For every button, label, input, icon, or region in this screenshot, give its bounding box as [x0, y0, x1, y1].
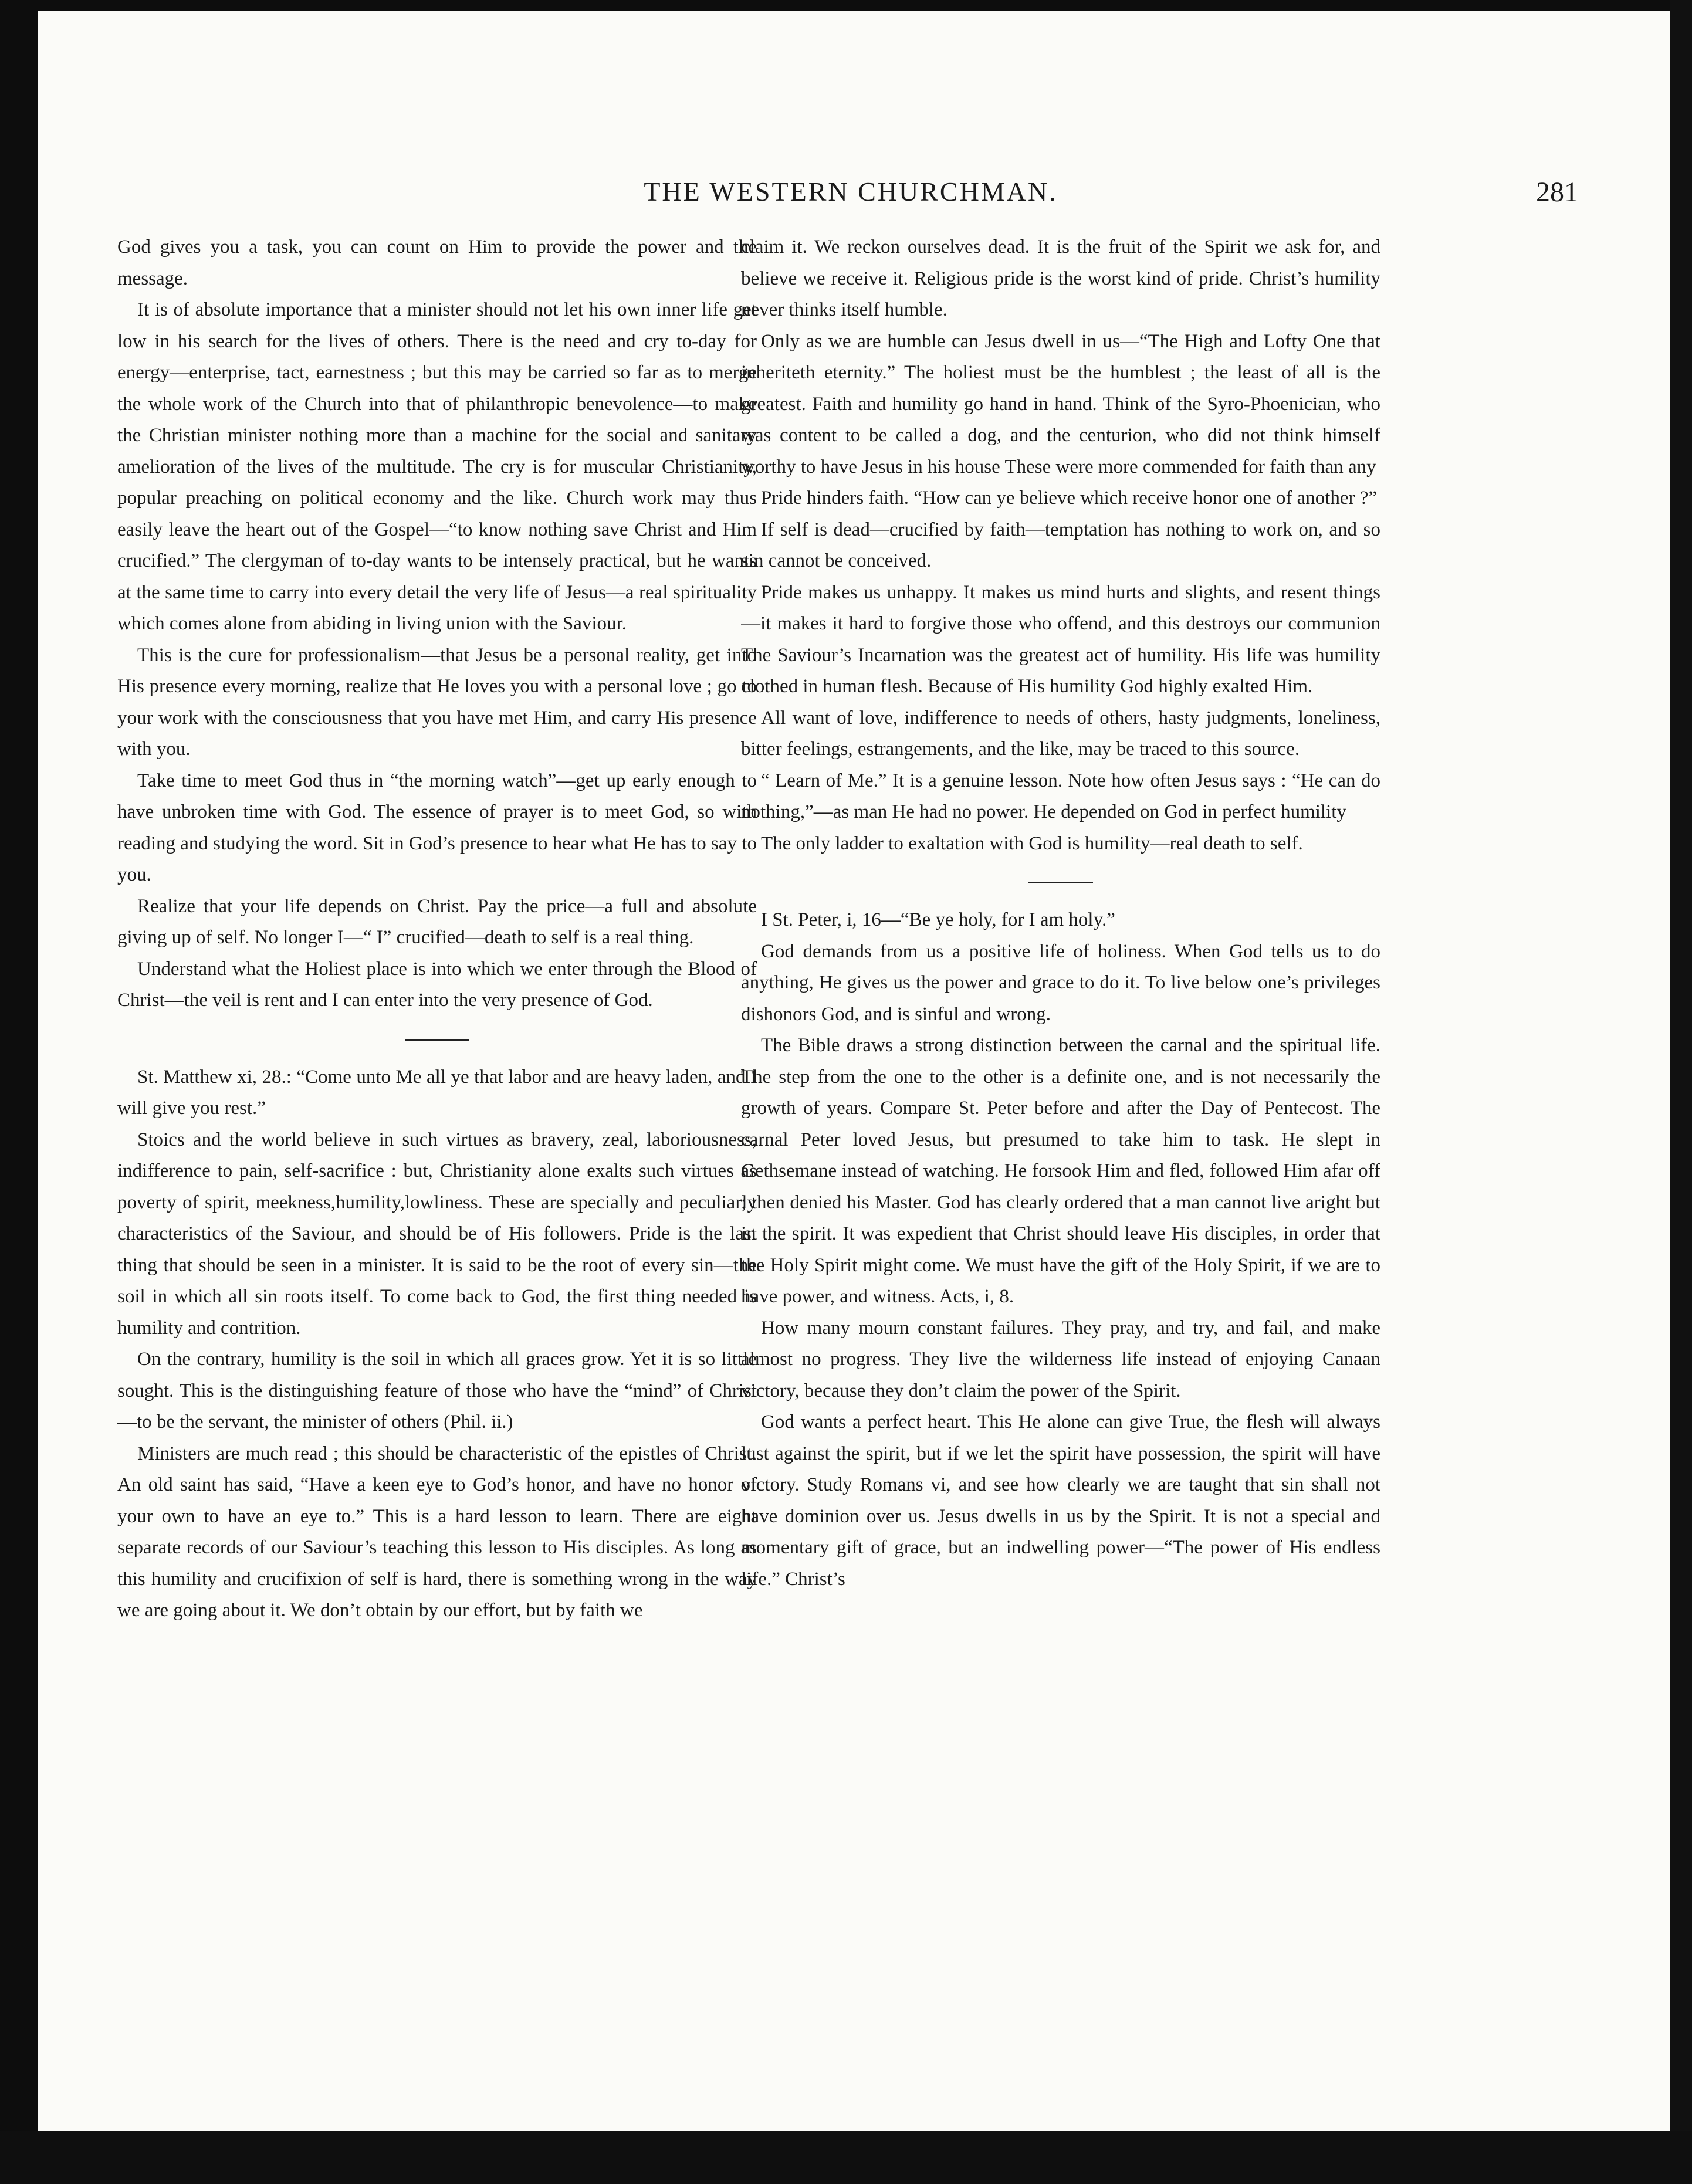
- section-divider: [405, 1039, 469, 1041]
- paragraph: Stoics and the world believe in such virtues as bravery, zeal, laboriousness, indifference to pain, self-sacrifice : but, Christianity alone exalts such virtues as poverty of spirit, meekness,humility,lowliness. These are specially and peculiarly characteristics of the Saviour, and should be of His followers. Pride is the last thing that should be seen in a minister. It is said to be the root of every sin—the soil in which all sin roots itself. To come back to God, the first thing needed is humility and contrition.: [117, 1129, 757, 1339]
- paragraph: This is the cure for professionalism—that Jesus be a personal reality, get into His presence every morning, realize that He loves you with a personal love ; go to your work with the consciousness that you have met Him, and carry His presence with you.: [117, 644, 757, 760]
- page-header: [111, 176, 1602, 211]
- page-number: 281: [1536, 177, 1578, 208]
- paragraph: How many mourn constant failures. They pray, and try, and fail, and make almost no progress. They live the wilderness life instead of enjoying Canaan victory, because they don’t claim the power of the Spirit.: [741, 1317, 1380, 1401]
- paragraph: Understand what the Holiest place is into which we enter through the Blood of Christ—the veil is rent and I can enter into the very presence of God.: [117, 958, 757, 1011]
- scripture-heading: St. Matthew xi, 28.: “Come unto Me all ye that labor and are heavy laden, and I will give you rest.”: [117, 1066, 757, 1119]
- section-divider: [1028, 882, 1093, 883]
- paragraph: All want of love, indifference to needs of others, hasty judgments, loneliness, bitter feelings, estrangements, and the like, may be traced to this source.: [741, 707, 1380, 760]
- scripture-heading: I St. Peter, i, 16—“Be ye holy, for I am holy.”: [761, 909, 1115, 930]
- paragraph: The only ladder to exaltation with God is humility—real death to self.: [761, 832, 1303, 854]
- paragraph: Realize that your life depends on Christ. Pay the price—a full and absolute giving up of self. No longer I—“ I” crucified—death to self is a real thing.: [117, 895, 757, 948]
- paragraph: Take time to meet God thus in “the morning watch”—get up early enough to have unbroken time with God. The essence of prayer is to meet God, so with reading and studying the word. Sit in God’s presence to hear what He has to say to you.: [117, 770, 757, 885]
- running-head: THE WESTERN CHURCHMAN.: [644, 177, 1058, 206]
- paragraph: Only as we are humble can Jesus dwell in us—“The High and Lofty One that inheriteth eternity.” The holiest must be the humblest ; the least of all is the greatest. Faith and humility go hand in hand. Think of the Syro-Phoenician, who was content to be called a dog, and the centurion, who did not think himself worthy to have Jesus in his house These were more commended for faith than any: [741, 330, 1380, 478]
- paragraph: On the contrary, humility is the soil in which all graces grow. Yet it is so little sought. This is the distinguishing feature of those who have the “mind” of Christ—to be the servant, the minister of others (Phil. ii.): [117, 1349, 757, 1433]
- scan-border-top: [0, 0, 1692, 11]
- paragraph: If self is dead—crucified by faith—temptation has nothing to work on, and so sin cannot be conceived.: [741, 519, 1380, 571]
- paragraph: Pride hinders faith. “How can ye believe which receive honor one of another ?”: [761, 487, 1378, 509]
- scan-border-bottom: [0, 2131, 1692, 2184]
- scan-border-left: [0, 0, 38, 2184]
- paragraph: God gives you a task, you can count on Him to provide the power and the message.: [117, 236, 757, 289]
- left-column: [117, 232, 757, 2085]
- paragraph: Pride makes us unhappy. It makes us mind hurts and slights, and resent things—it makes it hard to forgive those who offend, and this destroys our communion The Saviour’s Incarnation was the greatest act of humility. His life was humility clothed in human flesh. Because of His humility God highly exalted Him.: [741, 581, 1380, 697]
- paragraph: claim it. We reckon ourselves dead. It is the fruit of the Spirit we ask for, and believe we receive it. Religious pride is the worst kind of pride. Christ’s humility never thinks itself humble.: [741, 236, 1380, 320]
- paragraph: God demands from us a positive life of holiness. When God tells us to do anything, He gives us the power and grace to do it. To live below one’s privileges dishonors God, and is sinful and wrong.: [741, 940, 1380, 1025]
- paragraph: God wants a perfect heart. This He alone can give True, the flesh will always lust against the spirit, but if we let the spirit have possession, the spirit will have victory. Study Romans vi, and see how clearly we are taught that sin shall not have dominion over us. Jesus dwells in us by the Spirit. It is not a special and momentary gift of grace, but an indwelling power—“The power of His endless life.” Christ’s: [741, 1411, 1380, 1590]
- right-column: [741, 232, 1380, 2085]
- paragraph: It is of absolute importance that a minister should not let his own inner life get low in his search for the lives of others. There is the need and cry to-day for energy—enterprise, tact, earnestness ; but this may be carried so far as to merge the whole work of the Church into that of philanthropic benevolence—to make the Christian minister nothing more than a machine for the social and sanitary amelioration of the lives of the multitude. The cry is for muscular Christianity, popular preaching on political economy and the like. Church work may thus easily leave the heart out of the Gospel—“to know nothing save Christ and Him crucified.” The clergyman of to-day wants to be intensely practical, but he wants at the same time to carry into every detail the very life of Jesus—a real spirituality which comes alone from abiding in living union with the Saviour.: [117, 299, 757, 634]
- paragraph: “ Learn of Me.” It is a genuine lesson. Note how often Jesus says : “He can do nothing,”—as man He had no power. He depended on God in perfect humility: [741, 770, 1380, 822]
- paragraph: Ministers are much read ; this should be characteristic of the epistles of Christ. An old saint has said, “Have a keen eye to God’s honor, and have no honor of your own to have an eye to.” This is a hard lesson to learn. There are eight separate records of our Saviour’s teaching this lesson to His disciples. As long as this humility and crucifixion of self is hard, there is something wrong in the way we are going about it. We don’t obtain by our effort, but by faith we: [117, 1443, 757, 1621]
- scan-border-right: [1670, 0, 1692, 2184]
- paragraph: The Bible draws a strong distinction between the carnal and the spiritual life. The step from the one to the other is a definite one, and is not necessarily the growth of years. Compare St. Peter before and after the Day of Pentecost. The carnal Peter loved Jesus, but presumed to take him to task. He slept in Gethsemane instead of watching. He forsook Him and fled, followed Him afar off ; then denied his Master. God has clearly ordered that a man cannot live aright but in the spirit. It was expedient that Christ should leave His disciples, in order that the Holy Spirit might come. We must have the gift of the Holy Spirit, if we are to have power, and witness. Acts, i, 8.: [741, 1035, 1380, 1307]
